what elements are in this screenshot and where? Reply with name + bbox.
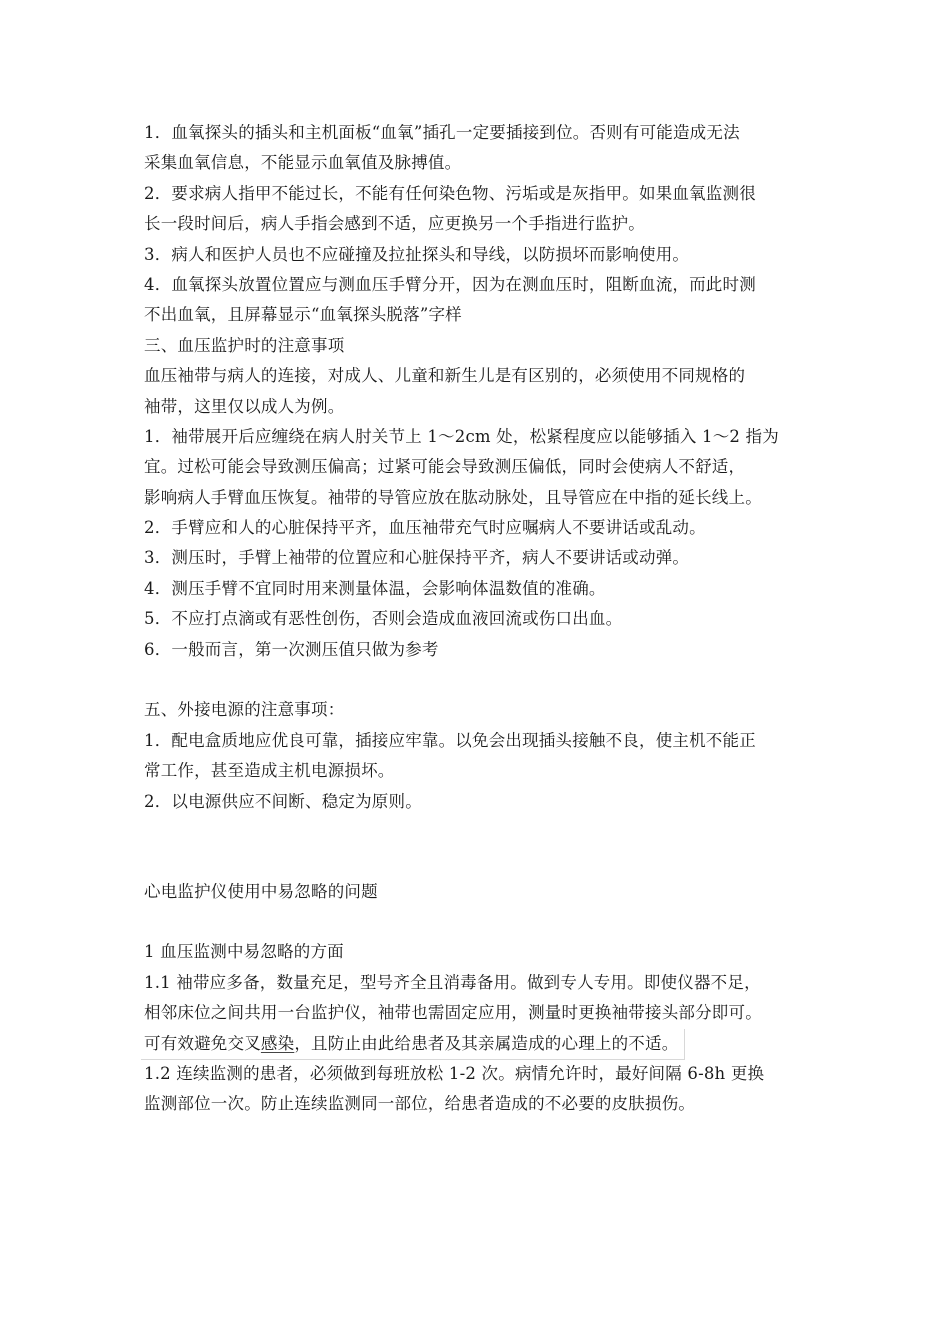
- item-1-1-line-3: [144, 1029, 814, 1059]
- section1-heading: 1 血压监测中易忽略的方面: [144, 942, 344, 962]
- bp-line-2: 袖带，这里仅以成人为例。: [144, 396, 345, 416]
- spo2-line-5: 3．病人和医护人员也不应碰撞及拉扯探头和导线，以防损坏而影响使用。: [144, 244, 690, 264]
- text-segment: ，且防止由此给患者及其亲属造成的心理上的不适。: [294, 1033, 679, 1053]
- bp-section-heading: 三、血压监护时的注意事项: [144, 335, 345, 355]
- underlined-term[interactable]: 感染: [260, 1033, 295, 1053]
- bp-line-8: 4．测压手臂不宜同时用来测量体温，会影响体温数值的准确。: [144, 578, 606, 598]
- bp-line-5: 影响病人手臂血压恢复。袖带的导管应放在肱动脉处，且导管应在中指的延长线上。: [144, 487, 762, 507]
- power-section-heading: 五、外接电源的注意事项：: [144, 700, 345, 720]
- spo2-line-2: 采集血氧信息，不能显示血氧值及脉搏值。: [144, 153, 462, 173]
- item-1-1-line-1: 1.1 袖带应多备，数量充足，型号齐全且消毒备用。做到专人专用。即使仪器不足，: [144, 972, 761, 992]
- blank-gap-small: [144, 907, 814, 937]
- bp-line-4: 宜。过松可能会导致测压偏高；过紧可能会导致测压偏低，同时会使病人不舒适，: [144, 457, 746, 477]
- blank-gap: [144, 817, 814, 877]
- document-title: 心电监护仪使用中易忽略的问题: [144, 881, 378, 901]
- bp-line-9: 5．不应打点滴或有恶性创伤，否则会造成血液回流或伤口出血。: [144, 609, 623, 629]
- power-line-3: 2．以电源供应不间断、稳定为原则。: [144, 791, 422, 811]
- document-page: [144, 118, 814, 1120]
- bp-line-1: 血压袖带与病人的连接，对成人、儿童和新生儿是有区别的，必须使用不同规格的: [144, 366, 746, 386]
- item-1-2-line-1: 1.2 连续监测的患者，必须做到每班放松 1-2 次。病情允许时，最好间隔 6-8h 更换: [144, 1063, 765, 1083]
- spo2-line-3: 2．要求病人指甲不能过长，不能有任何染色物、污垢或是灰指甲。如果血氧监测很: [144, 183, 756, 203]
- bp-line-3: 1．袖带展开后应缠绕在病人肘关节上 1～2cm 处，松紧程度应以能够插入 1～2 指为: [144, 426, 779, 446]
- blank-line: [144, 665, 814, 695]
- text-segment: 可有效避免交叉: [144, 1033, 261, 1053]
- spo2-line-1: 1．血氧探头的插头和主机面板“血氧”插孔一定要插接到位。否则有可能造成无法: [144, 123, 740, 142]
- power-line-1: 1．配电盒质地应优良可靠，插接应牢靠。以免会出现插头接触不良，使主机不能正: [144, 730, 756, 750]
- bp-line-6: 2．手臂应和人的心脏保持平齐，血压袖带充气时应嘱病人不要讲话或乱动。: [144, 518, 706, 538]
- spo2-line-6: 4．血氧探头放置位置应与测血压手臂分开，因为在测血压时，阻断血流，而此时测: [144, 274, 756, 294]
- item-1-1-line-2: 相邻床位之间共用一台监护仪，袖带也需固定应用，测量时更换袖带接头部分即可。: [144, 1003, 762, 1023]
- bp-line-10: 6．一般而言，第一次测压值只做为参考: [144, 639, 439, 659]
- highlighted-sentence: [141, 1029, 685, 1060]
- spo2-line-7: 不出血氧，且屏幕显示“血氧探头脱落”字样: [144, 305, 462, 325]
- spo2-line-4: 长一段时间后，病人手指会感到不适，应更换另一个手指进行监护。: [144, 214, 645, 234]
- bp-line-7: 3．测压时，手臂上袖带的位置应和心脏保持平齐，病人不要讲话或动弹。: [144, 548, 690, 568]
- item-1-2-line-2: 监测部位一次。防止连续监测同一部位，给患者造成的不必要的皮肤损伤。: [144, 1094, 696, 1114]
- power-line-2: 常工作，甚至造成主机电源损坏。: [144, 761, 395, 781]
